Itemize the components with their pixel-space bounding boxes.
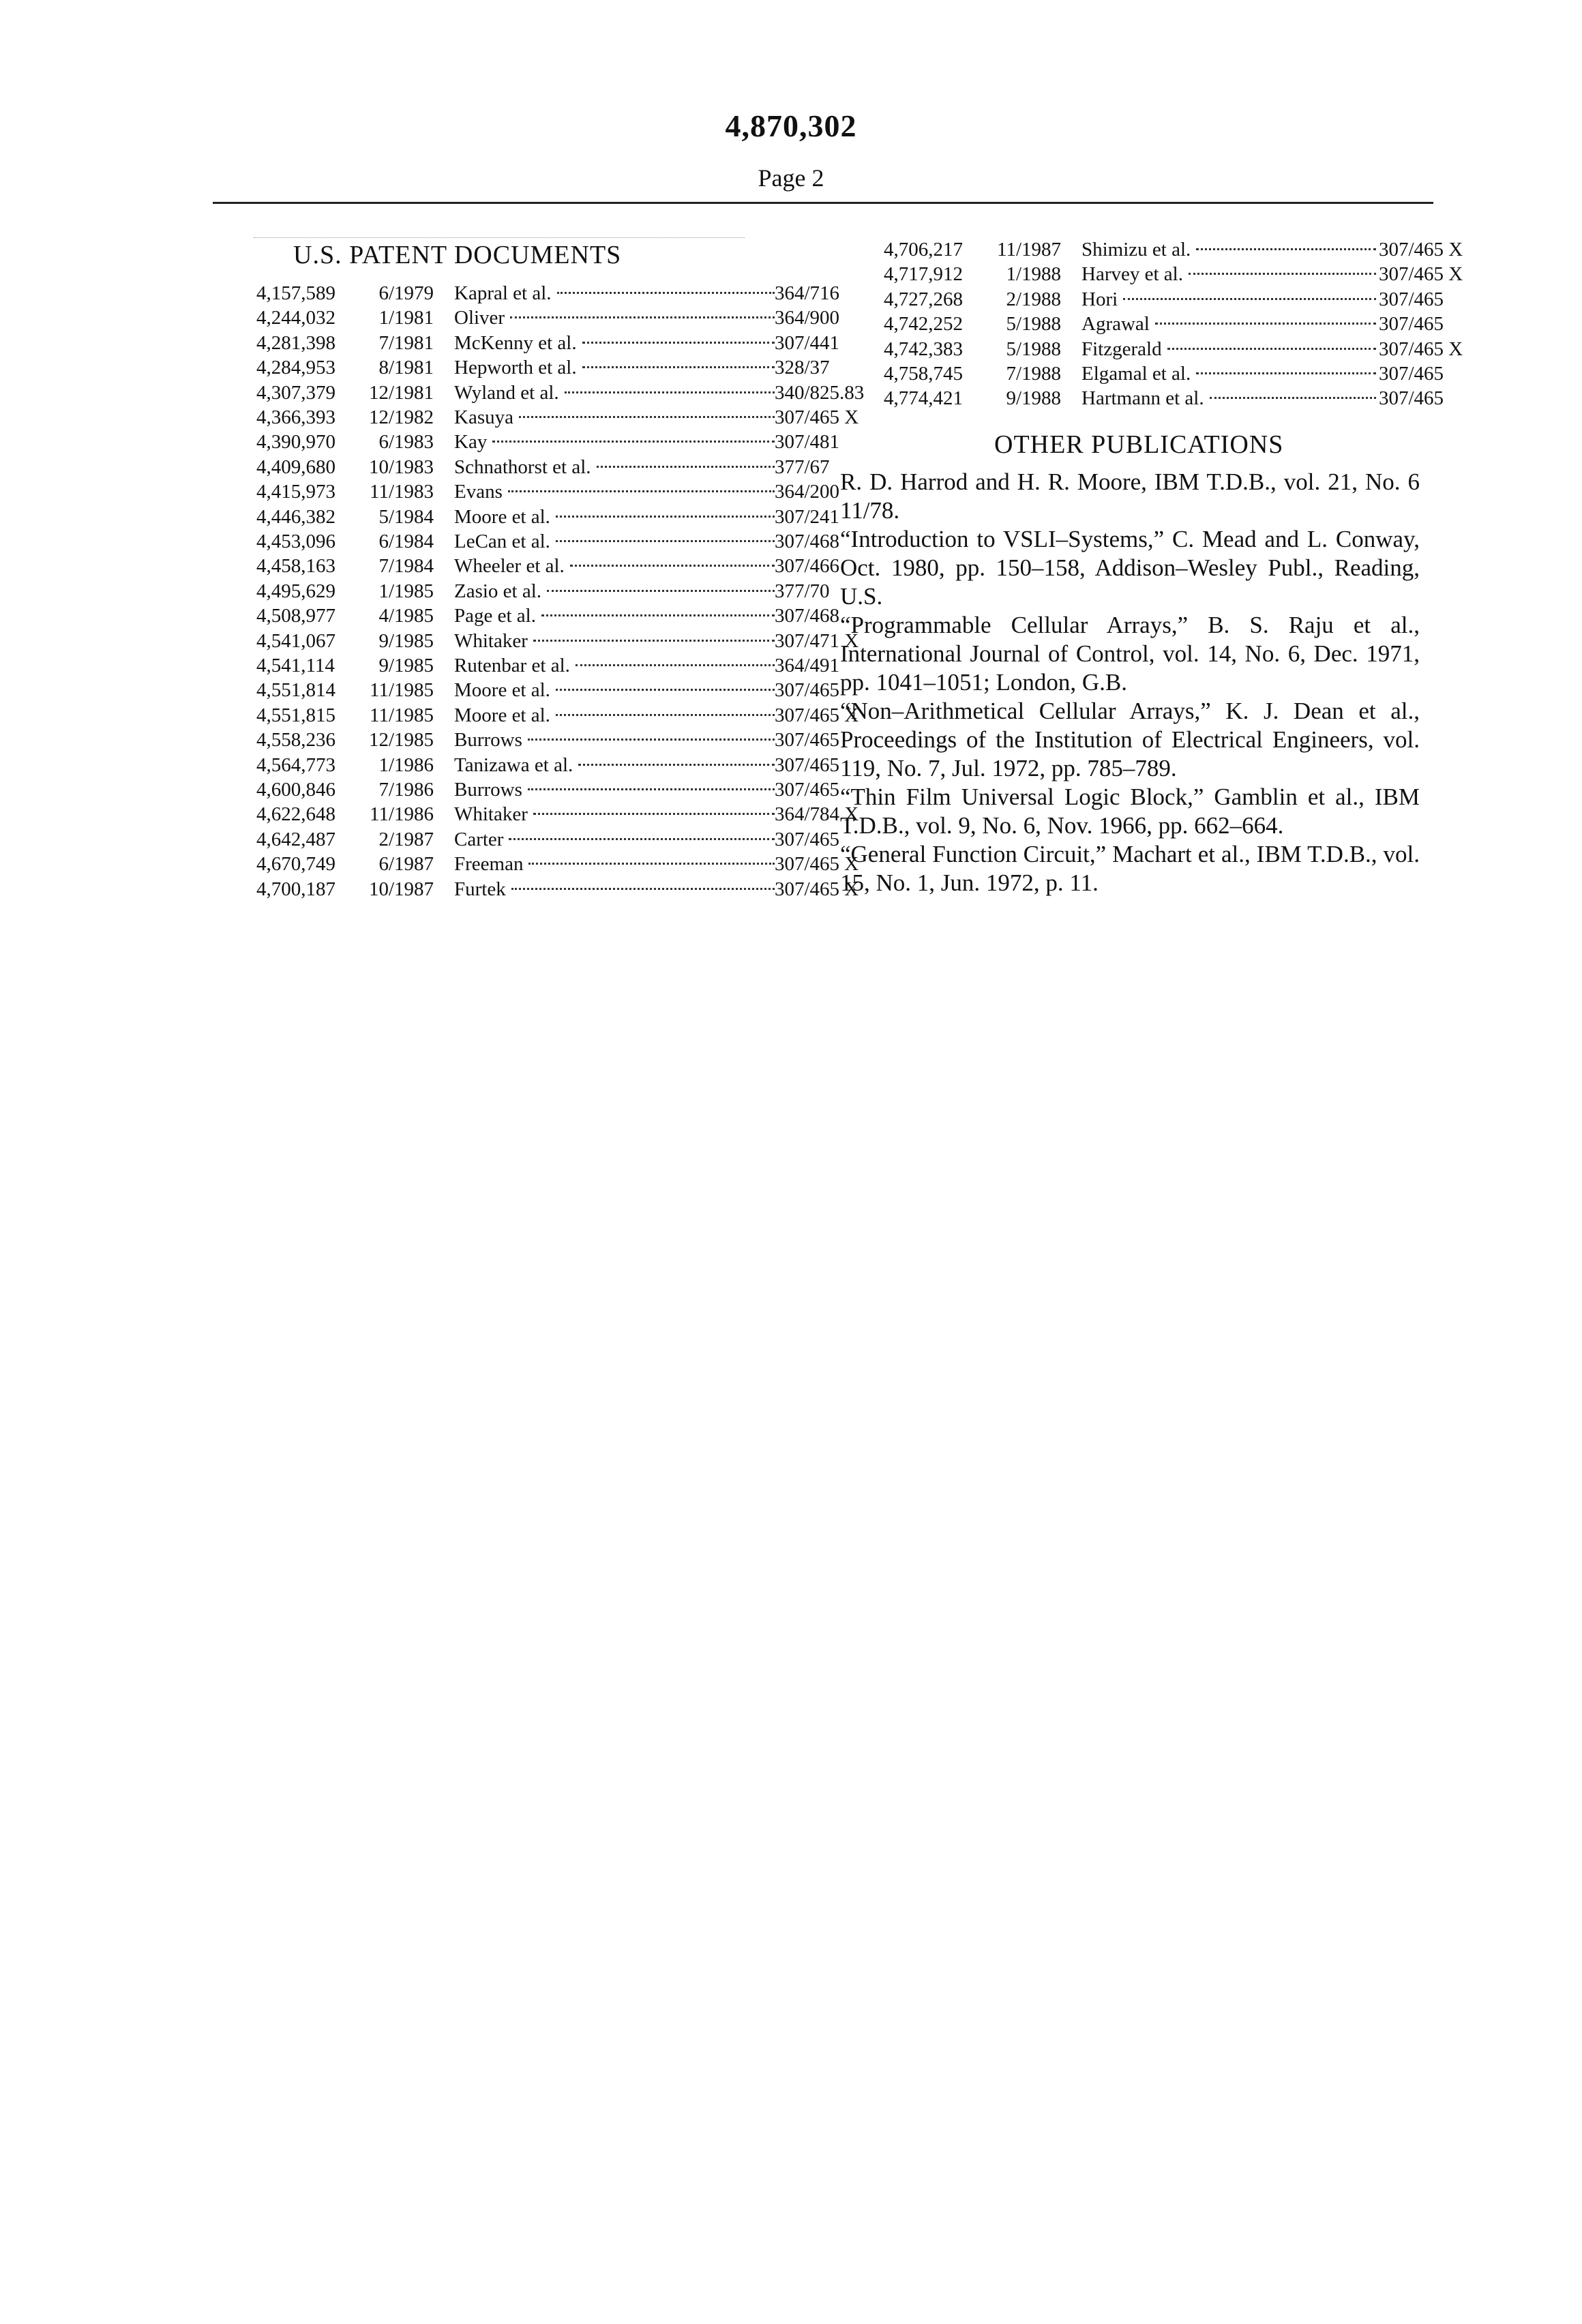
patent-date-cell: 1/1988 — [1006, 263, 1061, 286]
classification-cell: 307/465 X — [1379, 263, 1463, 286]
patent-number-cell: 4,284,953 — [256, 357, 335, 379]
inventor-cell — [454, 306, 775, 330]
classification-cell: 307/465 — [1379, 313, 1444, 336]
dot-leader — [519, 416, 775, 418]
dot-leader — [541, 614, 775, 616]
inventor-cell — [454, 877, 775, 902]
patent-row — [256, 653, 840, 678]
patent-row — [256, 405, 859, 430]
inventor-cell — [454, 753, 775, 777]
patent-date-cell: 5/1988 — [1006, 313, 1061, 336]
patent-date-cell: 4/1985 — [378, 605, 434, 627]
classification-cell: 307/465 X — [1379, 239, 1463, 260]
inventor-name: Hori — [1081, 288, 1118, 310]
dot-leader — [528, 739, 775, 741]
inventor-cell — [454, 777, 775, 802]
patent-row — [256, 777, 840, 802]
dot-leader — [528, 788, 775, 790]
dot-leader — [510, 316, 775, 318]
patent-date-cell: 11/1986 — [370, 803, 434, 826]
patent-date-cell: 6/1984 — [378, 531, 434, 552]
inventor-cell — [454, 554, 775, 578]
patent-date-cell: 5/1984 — [378, 505, 434, 528]
inventor-name: McKenny et al. — [454, 331, 577, 354]
classification-cell: 307/441 — [775, 331, 840, 354]
inventor-name: Wyland et al. — [454, 381, 559, 404]
patent-number-cell: 4,742,252 — [884, 313, 963, 336]
classification-cell: 307/468 — [775, 531, 840, 552]
dot-leader — [1189, 273, 1376, 275]
classification-cell: 364/491 — [775, 655, 840, 676]
patent-row — [256, 604, 840, 628]
inventor-name: Hepworth et al. — [454, 357, 577, 379]
inventor-name: Whitaker — [454, 629, 528, 652]
patent-date-cell: 6/1987 — [378, 853, 434, 876]
patent-number-cell: 4,495,629 — [256, 580, 335, 602]
inventor-name: Fitzgerald — [1081, 338, 1162, 360]
classification-cell: 307/465 — [1379, 387, 1444, 410]
patent-number-cell: 4,670,749 — [256, 853, 335, 876]
inventor-name: Page et al. — [454, 605, 536, 627]
inventor-name: Wheeler et al. — [454, 555, 565, 578]
dot-leader — [1196, 248, 1376, 250]
inventor-cell — [454, 331, 775, 355]
patent-row — [256, 703, 859, 728]
inventor-name: Freeman — [454, 853, 524, 876]
patent-date-cell: 9/1985 — [378, 655, 434, 676]
inventor-cell — [454, 604, 775, 628]
inventor-cell — [454, 703, 775, 728]
publication-entry: “Non–Arithmetical Cellular Arrays,” K. J. Dean et al., Proceedings of the Institution of Electrical Engineers, vol. 119, No. 7, Jul. 1972, pp. 785–789. — [840, 698, 1420, 781]
inventor-cell — [454, 579, 775, 604]
patent-row — [256, 529, 840, 554]
classification-cell: 307/465 X — [775, 406, 859, 428]
classification-cell: 340/825.83 — [775, 381, 865, 404]
patent-date-cell: 1/1986 — [378, 754, 434, 776]
patent-date-cell: 11/1987 — [997, 239, 1061, 260]
dot-leader — [1210, 397, 1376, 399]
inventor-cell — [454, 381, 775, 405]
dot-leader — [1196, 372, 1376, 374]
us-patent-documents-title: U.S. PATENT DOCUMENTS — [293, 241, 622, 269]
classification-cell: 377/70 — [775, 580, 830, 602]
patent-number-cell: 4,717,912 — [884, 263, 963, 286]
classification-cell: 307/466 — [775, 555, 840, 578]
patent-row — [256, 728, 840, 752]
patent-row — [256, 827, 840, 852]
dot-leader — [556, 540, 775, 542]
inventor-name: Burrows — [454, 779, 522, 801]
patent-row — [884, 361, 1443, 386]
dot-leader — [597, 466, 775, 468]
patent-date-cell: 10/1987 — [368, 878, 434, 900]
classification-cell: 364/716 — [775, 282, 840, 304]
dot-leader — [1167, 348, 1376, 350]
dot-leader — [557, 292, 775, 294]
patent-row — [256, 455, 830, 479]
inventor-name: Elgamal et al. — [1081, 363, 1191, 385]
patent-row — [884, 237, 1463, 262]
patent-number-cell: 4,281,398 — [256, 331, 335, 354]
patent-row — [256, 355, 830, 380]
classification-cell: 307/465 — [775, 779, 840, 801]
patent-number-cell: 4,409,680 — [256, 456, 335, 478]
inventor-name: Burrows — [454, 729, 522, 751]
patent-date-cell: 11/1985 — [370, 679, 434, 702]
inventor-cell — [1081, 262, 1376, 286]
inventor-name: Moore et al. — [454, 704, 550, 726]
inventor-cell — [454, 728, 775, 752]
patent-number-cell: 4,390,970 — [256, 431, 335, 453]
patent-row — [256, 852, 859, 876]
inventor-cell — [454, 505, 775, 529]
inventor-cell — [454, 802, 775, 826]
patent-date-cell: 10/1983 — [368, 456, 434, 478]
patent-row — [256, 505, 840, 529]
publication-entry: R. D. Harrod and H. R. Moore, IBM T.D.B., vol. 21, No. 6 11/78. — [840, 468, 1420, 524]
patent-date-cell: 11/1985 — [370, 704, 434, 726]
classification-cell: 307/465 X — [775, 853, 859, 876]
other-publications-title: OTHER PUBLICATIONS — [994, 430, 1284, 459]
inventor-cell — [454, 455, 775, 479]
dot-leader — [508, 490, 775, 492]
classification-cell: 364/900 — [775, 307, 840, 329]
dot-leader — [578, 764, 775, 766]
classification-cell: 307/465 — [775, 754, 840, 776]
patent-row — [884, 386, 1443, 411]
dot-leader — [556, 689, 775, 691]
patent-date-cell: 5/1988 — [1006, 338, 1061, 360]
patent-date-cell: 11/1983 — [370, 481, 434, 503]
patent-date-cell: 12/1985 — [368, 729, 434, 751]
patent-date-cell: 2/1987 — [378, 828, 434, 850]
patent-date-cell: 1/1985 — [378, 580, 434, 602]
inventor-cell — [1081, 361, 1376, 386]
header-divider — [213, 202, 1433, 204]
publication-entry: “Introduction to VSLI–Systems,” C. Mead and L. Conway, Oct. 1980, pp. 150–158, Addison–Wesley Publ., Reading, U.S. — [840, 526, 1420, 610]
classification-cell: 328/37 — [775, 357, 830, 379]
patent-number-cell: 4,541,067 — [256, 629, 335, 652]
patent-row — [256, 579, 830, 604]
dot-leader — [556, 516, 775, 518]
dot-leader — [556, 714, 775, 716]
inventor-name: Rutenbar et al. — [454, 655, 570, 676]
inventor-name: Hartmann et al. — [1081, 387, 1204, 410]
inventor-name: Kay — [454, 431, 488, 453]
dot-leader — [547, 590, 775, 592]
patent-row — [256, 306, 840, 330]
patent-row — [256, 802, 859, 826]
inventor-cell — [454, 529, 775, 554]
dot-leader — [565, 391, 775, 393]
inventor-name: Moore et al. — [454, 505, 550, 528]
patent-row — [256, 753, 840, 777]
dot-leader — [533, 640, 775, 642]
patent-number-cell: 4,157,589 — [256, 282, 335, 304]
patent-row — [256, 479, 840, 504]
dot-leader — [533, 813, 775, 815]
patent-date-cell: 6/1979 — [378, 282, 434, 304]
inventor-name: Tanizawa et al. — [454, 754, 573, 776]
inventor-name: Whitaker — [454, 803, 528, 826]
patent-number-cell: 4,742,383 — [884, 338, 963, 360]
classification-cell: 307/465 X — [1379, 338, 1463, 360]
classification-cell: 307/468 — [775, 605, 840, 627]
classification-cell: 307/481 — [775, 431, 840, 453]
patent-row — [256, 430, 840, 454]
classification-cell: 307/471 X — [775, 629, 859, 652]
patent-date-cell: 1/1981 — [378, 307, 434, 329]
patent-date-cell: 6/1983 — [378, 431, 434, 453]
patent-row — [884, 337, 1463, 361]
classification-cell: 307/465 — [1379, 363, 1444, 385]
classification-cell: 307/465 X — [775, 704, 859, 726]
inventor-cell — [1081, 337, 1376, 361]
patent-number-cell: 4,415,973 — [256, 481, 335, 503]
dot-leader — [582, 366, 775, 368]
inventor-cell — [454, 430, 775, 454]
classification-cell: 307/241 — [775, 505, 840, 528]
inventor-name: Carter — [454, 828, 504, 850]
patent-row — [256, 381, 865, 405]
dot-leader — [511, 888, 775, 890]
patent-number-cell: 4,551,814 — [256, 679, 335, 702]
patent-date-cell: 7/1988 — [1006, 363, 1061, 385]
inventor-name: Harvey et al. — [1081, 263, 1183, 286]
inventor-cell — [454, 827, 775, 852]
inventor-name: Zasio et al. — [454, 580, 542, 602]
inventor-cell — [1081, 287, 1376, 312]
inventor-cell — [454, 852, 775, 876]
patent-number-cell: 4,453,096 — [256, 531, 335, 552]
patent-number-cell: 4,642,487 — [256, 828, 335, 850]
patent-date-cell: 8/1981 — [378, 357, 434, 379]
patent-number-cell: 4,622,648 — [256, 803, 335, 826]
patent-row — [256, 554, 840, 578]
inventor-name: LeCan et al. — [454, 531, 550, 552]
dot-leader — [582, 342, 775, 344]
inventor-cell — [454, 281, 775, 306]
patent-date-cell: 7/1984 — [378, 555, 434, 578]
inventor-cell — [454, 479, 775, 504]
patent-row — [256, 629, 859, 653]
classification-cell: 307/465 X — [775, 878, 859, 900]
dot-leader — [509, 838, 775, 840]
inventor-name: Evans — [454, 481, 503, 503]
patent-number-cell: 4,244,032 — [256, 307, 335, 329]
inventor-name: Moore et al. — [454, 679, 550, 702]
dot-leader — [570, 565, 775, 567]
patent-number-cell: 4,564,773 — [256, 754, 335, 776]
publication-entry: “Programmable Cellular Arrays,” B. S. Raju et al., International Journal of Control, vol. 14, No. 6, Dec. 1971, pp. 1041–1051; London, G.B. — [840, 612, 1420, 696]
patent-row — [884, 287, 1443, 312]
patent-number-cell: 4,758,745 — [884, 363, 963, 385]
classification-cell: 377/67 — [775, 456, 830, 478]
patent-number-cell: 4,446,382 — [256, 505, 335, 528]
inventor-cell — [454, 678, 775, 702]
patent-number-cell: 4,727,268 — [884, 288, 963, 310]
patent-date-cell: 7/1986 — [378, 779, 434, 801]
dot-leader — [492, 441, 775, 443]
classification-cell: 364/200 — [775, 481, 840, 503]
other-publications-list — [840, 468, 1420, 897]
us-patent-table-right — [884, 237, 1463, 415]
inventor-name: Schnathorst et al. — [454, 456, 591, 478]
us-patent-table-left — [256, 281, 865, 908]
patent-row — [256, 678, 840, 702]
dot-leader — [576, 664, 775, 666]
inventor-cell — [454, 355, 775, 380]
patent-number-cell: 4,508,977 — [256, 605, 335, 627]
publication-entry: “Thin Film Universal Logic Block,” Gamblin et al., IBM T.D.B., vol. 9, No. 6, Nov. 1966, pp. 662–664. — [840, 784, 1420, 839]
patent-number-cell: 4,458,163 — [256, 555, 335, 578]
page-label: Page 2 — [758, 164, 824, 192]
dot-leader — [1123, 298, 1376, 300]
classification-cell: 307/465 — [1379, 288, 1444, 310]
classification-cell: 364/784 X — [775, 803, 859, 826]
patent-number-cell: 4,541,114 — [256, 655, 335, 676]
inventor-cell — [454, 653, 775, 678]
patent-number-cell: 4,558,236 — [256, 729, 335, 751]
inventor-cell — [1081, 386, 1376, 411]
dot-leader — [528, 863, 775, 865]
patent-number-cell: 4,700,187 — [256, 878, 335, 900]
patent-row — [884, 312, 1443, 336]
patent-row — [256, 281, 840, 306]
inventor-name: Kasuya — [454, 406, 513, 428]
inventor-name: Shimizu et al. — [1081, 239, 1191, 260]
inventor-cell — [454, 405, 775, 430]
patent-number-cell: 4,774,421 — [884, 387, 963, 410]
inventor-cell — [454, 629, 775, 653]
inventor-name: Agrawal — [1081, 313, 1150, 336]
patent-date-cell: 7/1981 — [378, 331, 434, 354]
section-title-rule — [254, 237, 745, 238]
inventor-name: Oliver — [454, 307, 505, 329]
patent-number-cell: 4,366,393 — [256, 406, 335, 428]
classification-cell: 307/465 — [775, 828, 840, 850]
inventor-cell — [1081, 237, 1376, 262]
patent-number: 4,870,302 — [725, 108, 857, 143]
classification-cell: 307/465 — [775, 679, 840, 702]
patent-number-cell: 4,600,846 — [256, 779, 335, 801]
patent-date-cell: 9/1985 — [378, 629, 434, 652]
patent-row — [256, 877, 859, 902]
inventor-cell — [1081, 312, 1376, 336]
inventor-name: Kapral et al. — [454, 282, 552, 304]
patent-date-cell: 12/1982 — [368, 406, 434, 428]
patent-row — [256, 331, 840, 355]
patent-row — [884, 262, 1463, 286]
inventor-name: Furtek — [454, 878, 506, 900]
publication-entry: “General Function Circuit,” Machart et al., IBM T.D.B., vol. 15, No. 1, Jun. 1972, p. 11. — [840, 841, 1420, 896]
patent-number-cell: 4,551,815 — [256, 704, 335, 726]
patent-date-cell: 2/1988 — [1006, 288, 1061, 310]
patent-date-cell: 12/1981 — [368, 381, 434, 404]
classification-cell: 307/465 — [775, 729, 840, 751]
dot-leader — [1155, 323, 1376, 325]
patent-number-cell: 4,307,379 — [256, 381, 335, 404]
patent-date-cell: 9/1988 — [1006, 387, 1061, 410]
patent-number-cell: 4,706,217 — [884, 239, 963, 260]
